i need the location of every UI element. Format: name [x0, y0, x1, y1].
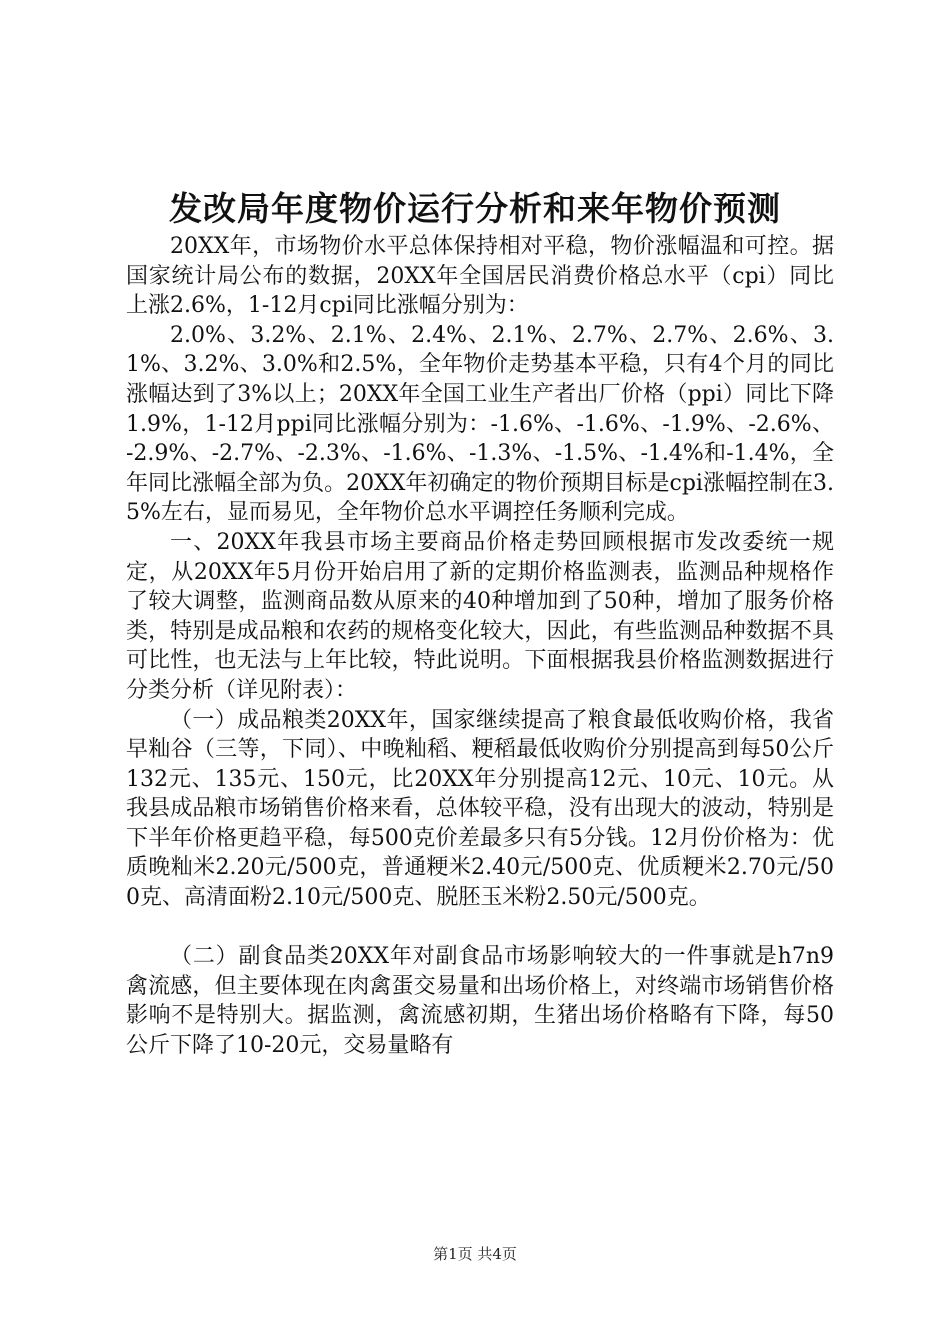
paragraph-cpi-ppi: 2.0%、3.2%、2.1%、2.4%、2.1%、2.7%、2.7%、2.6%、3.1%、3.2%、3.0%和2.5%，全年物价走势基本平稳，只有4个月的同比涨幅达到了3%以上；20XX年全国工业生产者出厂价格（ppi）同比下降1.9%，1-12月ppi同比涨幅分别为：-1.6%、-1.6%、-1.9%、-2.6%、-2.9%、-2.7%、-2.3%、-1.6%、-1.3%、-1.5%、-1.4%和-1.4%，全年同比涨幅全部为负。20XX年初确定的物价预期目标是cpi涨幅控制在3.5%左右，显而易见，全年物价总水平调控任务顺利完成。: [126, 322, 834, 526]
document-title: 发改局年度物价运行分析和来年物价预测: [169, 189, 781, 228]
paragraph-section-one: 一、20XX年我县市场主要商品价格走势回顾根据市发改委统一规定，从20XX年5月份开始启用了新的定期价格监测表，监测品种规格作了较大调整，监测商品数从原来的40种增加到了50种，增加了服务价格类，特别是成品粮和农药的规格变化较大，因此，有些监测品种数据不具可比性，也无法与上年比较，特此说明。下面根据我县价格监测数据进行分类分析（详见附表）：: [126, 529, 834, 703]
document-body: [126, 232, 834, 1061]
paragraph-non-staple-food: （二）副食品类20XX年对副食品市场影响较大的一件事就是h7n9禽流感，但主要体现在肉禽蛋交易量和出场价格上，对终端市场销售价格影响不是特别大。据监测，禽流感初期，生猪出场价格略有下降，每50公斤下降了10-20元，交易量略有: [126, 944, 834, 1059]
page-number-footer: 第1页 共4页: [433, 1245, 517, 1263]
paragraph-intro: 20XX年，市场物价水平总体保持相对平稳，物价涨幅温和可控。据国家统计局公布的数据，20XX年全国居民消费价格总水平（cpi）同比上涨2.6%，1-12月cpi同比涨幅分别为：: [126, 234, 834, 319]
paragraph-grain: （一）成品粮类20XX年，国家继续提高了粮食最低收购价格，我省早籼谷（三等，下同）、中晚籼稻、粳稻最低收购价分别提高到每50公斤132元、135元、150元，比20XX年分别提高12元、10元、10元。从我县成品粮市场销售价格来看，总体较平稳，没有出现大的波动，特别是下半年价格更趋平稳，每500克价差最多只有5分钱。12月份价格为：优质晚籼米2.20元/500克，普通粳米2.40元/500克、优质粳米2.70元/500克、高清面粉2.10元/500克、脱胚玉米粉2.50元/500克。: [126, 707, 834, 911]
